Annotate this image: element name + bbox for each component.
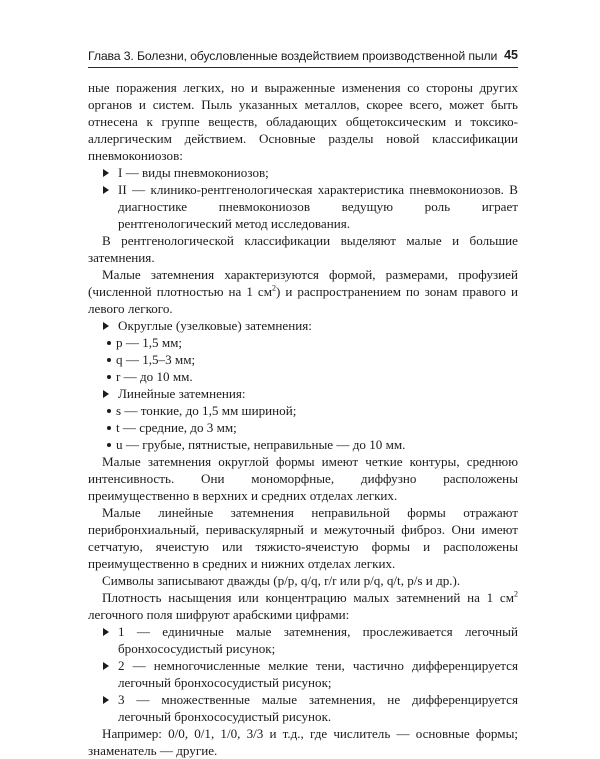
- running-header: [88, 47, 518, 67]
- paragraph: Малые линейные затемнения неправильной формы отражают перибронхиальный, периваскулярный и межуточный фиброз. Они имеют сетчатую, ячеистую или тяжисто-ячеистую формы и расположены преимущественно в средних и нижних отделах легких.: [88, 505, 518, 571]
- paragraph: Малые затемнения округлой формы имеют четкие контуры, среднюю интенсивность. Они мономорфные, диффузно расположены преимущественно в верхних и средних отделах легких.: [88, 454, 518, 503]
- body-text: [88, 79, 518, 759]
- triangle-bullet-icon: [103, 317, 109, 334]
- dot-bullet-icon: [107, 334, 111, 351]
- paragraph: [88, 589, 518, 623]
- list-item: [88, 181, 518, 232]
- list-item-text: u — грубые, пятнистые, неправильные — до 10 мм.: [116, 437, 406, 452]
- triangle-bullet-icon: [103, 164, 109, 181]
- list-item-text: 1 — единичные малые затемнения, прослеживается легочный бронхососудистый рисунок;: [118, 624, 518, 656]
- list-item-text: I — виды пневмокониозов;: [118, 165, 269, 180]
- paragraph-text: ) и распространением по зонам правого и левого легкого.: [88, 284, 518, 316]
- list-item: [88, 385, 518, 402]
- triangle-bullet-icon: [103, 691, 109, 708]
- list-item: [88, 317, 518, 334]
- dot-bullet-icon: [107, 402, 111, 419]
- list-item-text: II — клинико-рентгенологическая характеристика пневмокониозов. В диагностике пневмокониозов ведущую роль играет рентгенологический метод исследования.: [118, 182, 518, 231]
- list-item: [88, 623, 518, 657]
- list-item-text: Линейные затемнения:: [118, 386, 246, 401]
- list-item-text: 3 — множественные малые затемнения, не дифференцируется легочный бронхососудистый рисунок.: [118, 692, 518, 724]
- list-item-text: q — 1,5–3 мм;: [116, 352, 196, 367]
- list-item-text: s — тонкие, до 1,5 мм шириной;: [116, 403, 297, 418]
- list-item: [88, 164, 518, 181]
- paragraph: Символы записывают дважды (p/p, q/q, r/r или p/q, q/t, p/s и др.).: [102, 573, 461, 588]
- list-item-text: r — до 10 мм.: [116, 369, 193, 384]
- sub-list-item: [88, 334, 518, 351]
- dot-bullet-icon: [107, 419, 111, 436]
- paragraph-text: Плотность насыщения или концентрацию малых затемнений на 1 см: [102, 590, 514, 605]
- superscript: 2: [514, 589, 518, 599]
- list-item-text: p — 1,5 мм;: [116, 335, 183, 350]
- triangle-bullet-icon: [103, 623, 109, 640]
- triangle-bullet-icon: [103, 657, 109, 674]
- paragraph-text: легочного поля шифруют арабскими цифрами:: [88, 607, 350, 622]
- paragraph: ные поражения легких, но и выраженные изменения со стороны других органов и систем. Пыль указанных металлов, скорее всего, может быть отнесена к группе веществ, обладающих общетоксическим и токсико-аллергическим действием. Основные разделы новой классификации пневмокониозов:: [88, 80, 518, 163]
- list-item: [88, 657, 518, 691]
- sub-list-item: [88, 419, 518, 436]
- list-item-text: 2 — немногочисленные мелкие тени, частично дифференцируется легочный бронхососудистый рисунок;: [118, 658, 518, 690]
- list-item-text: t — средние, до 3 мм;: [116, 420, 237, 435]
- sub-list-item: [88, 436, 518, 453]
- page-number: 45: [504, 48, 518, 62]
- triangle-bullet-icon: [103, 385, 109, 402]
- dot-bullet-icon: [107, 368, 111, 385]
- superscript: 2: [272, 283, 277, 293]
- header-rule: [88, 67, 518, 68]
- dot-bullet-icon: [107, 436, 111, 453]
- sub-list-item: [88, 351, 518, 368]
- triangle-bullet-icon: [103, 181, 109, 198]
- paragraph-text: Малые затемнения характеризуются формой, размерами, профузией (численной плотностью на 1 см: [88, 267, 518, 299]
- sub-list-item: [88, 402, 518, 419]
- paragraph: Например: 0/0, 0/1, 1/0, 3/3 и т.д., где числитель — основные формы; знаменатель — другие.: [88, 726, 518, 758]
- paragraph: [88, 266, 518, 317]
- list-item: [88, 691, 518, 725]
- sub-list-item: [88, 368, 518, 385]
- chapter-title: Глава 3. Болезни, обусловленные воздействием производственной пыли: [88, 49, 498, 63]
- dot-bullet-icon: [107, 351, 111, 368]
- paragraph: В рентгенологической классификации выделяют малые и большие затемнения.: [88, 233, 518, 265]
- list-item-text: Округлые (узелковые) затемнения:: [118, 318, 312, 333]
